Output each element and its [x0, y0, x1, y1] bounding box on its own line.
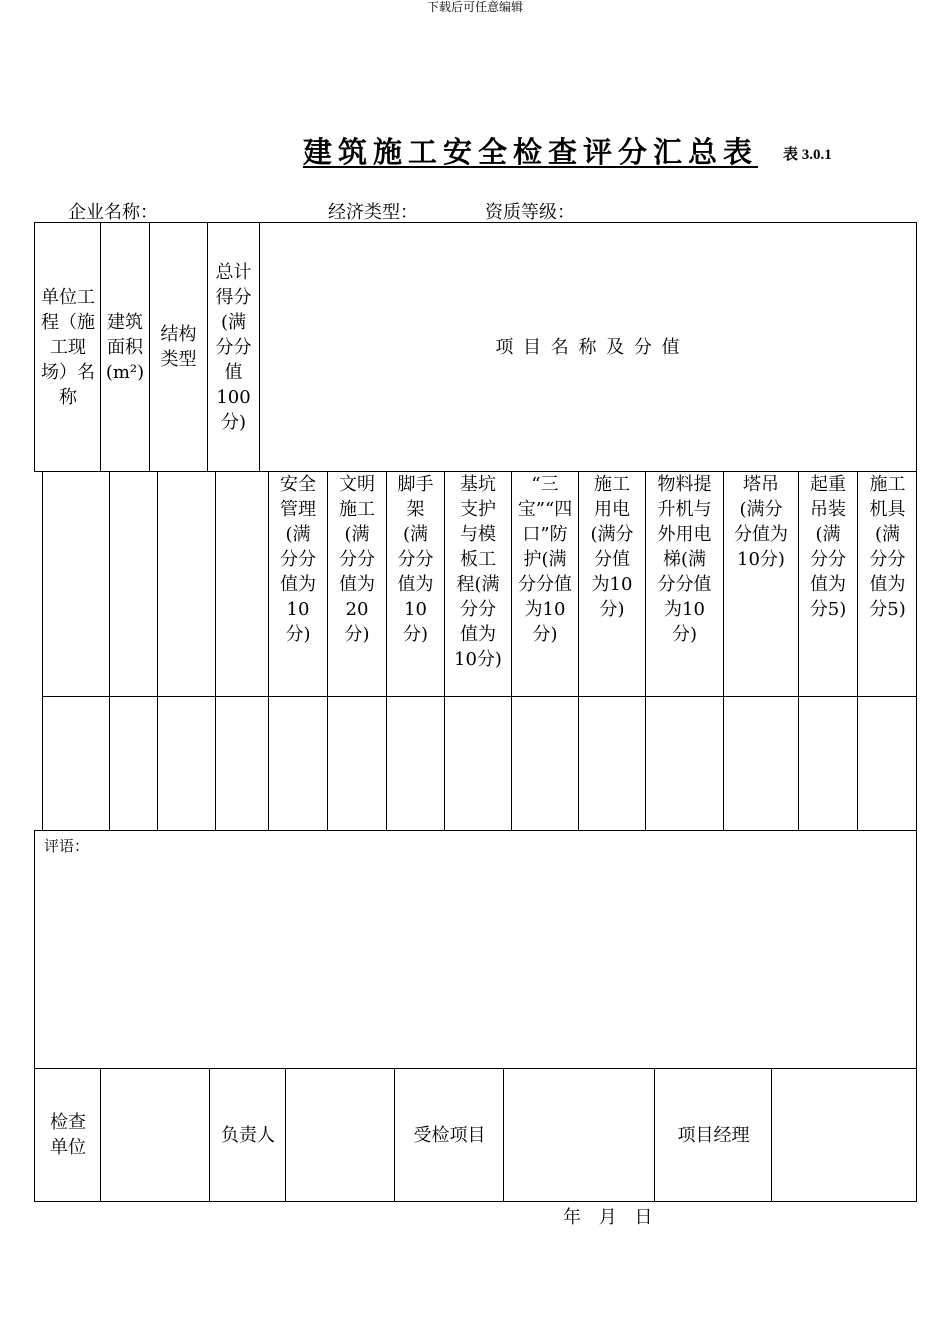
- area-header: 建筑面积(m²): [105, 311, 145, 383]
- item-civilized-construction: 文明施工(满分分值为20分): [339, 474, 375, 645]
- economy-type-label: 经济类型：: [328, 202, 418, 223]
- divider: [209, 1068, 210, 1202]
- divider: [268, 471, 269, 831]
- item-material-hoist-elevator: 物料提升机与外用电梯(满分分值为10分): [657, 474, 712, 645]
- header-note: 下载后可任意编辑: [426, 0, 523, 14]
- inspected-project-label: 受检项目: [413, 1124, 486, 1146]
- comments-box: [34, 830, 917, 1069]
- date-line: 年 月 日: [563, 1207, 659, 1228]
- divider: [444, 471, 445, 831]
- items-header: 项 目 名 称 及 分 值: [495, 336, 682, 358]
- item-three-treasures-four-openings: “三宝”“四口”防护(满分分值为10分): [517, 474, 573, 645]
- item-safety-management: 安全管理(满分分值为10分): [280, 474, 316, 645]
- divider: [645, 471, 646, 831]
- item-tower-crane: 塔吊(满分分值为10分): [734, 474, 788, 570]
- qualification-level-label: 资质等级：: [485, 202, 575, 223]
- divider: [394, 1068, 395, 1202]
- divider: [215, 471, 216, 831]
- divider: [771, 1068, 772, 1202]
- person-in-charge-label: 负责人: [221, 1124, 275, 1146]
- unit-name-header: 单位工程（施工现场）名称: [41, 286, 95, 408]
- item-construction-machinery: 施工机具(满分分值为分5): [869, 474, 906, 620]
- item-hoisting: 起重吊装(满分分值为分5): [809, 474, 847, 620]
- divider: [857, 471, 858, 831]
- total-score-header: 总计得分(满分分值100分): [215, 261, 252, 433]
- divider: [100, 1068, 101, 1202]
- divider: [798, 471, 799, 831]
- divider: [207, 222, 208, 472]
- divider: [503, 1068, 504, 1202]
- project-manager-label: 项目经理: [677, 1124, 750, 1146]
- divider: [259, 222, 260, 472]
- item-foundation-pit-formwork: 基坑支护与模板工程(满分分值为10分): [454, 474, 502, 670]
- divider: [149, 222, 150, 472]
- divider: [386, 471, 387, 831]
- document-title: 建筑施工安全检查评分汇总表: [303, 135, 759, 169]
- divider: [511, 471, 512, 831]
- divider: [578, 471, 579, 831]
- divider: [654, 1068, 655, 1202]
- divider: [157, 471, 158, 831]
- row-divider: [42, 696, 917, 697]
- comments-label: 评语：: [44, 837, 90, 855]
- divider: [100, 222, 101, 472]
- inspect-unit-label: 检查单位: [50, 1112, 86, 1158]
- divider: [723, 471, 724, 831]
- divider: [109, 471, 110, 831]
- enterprise-name-label: 企业名称：: [68, 202, 158, 223]
- structure-type-header: 结构类型: [160, 324, 197, 370]
- divider: [327, 471, 328, 831]
- table-code: 表 3.0.1: [783, 147, 832, 163]
- item-construction-electricity: 施工用电(满分分值为10分): [590, 474, 634, 620]
- item-scaffolding: 脚手架(满分分值为10分): [397, 474, 434, 645]
- divider: [285, 1068, 286, 1202]
